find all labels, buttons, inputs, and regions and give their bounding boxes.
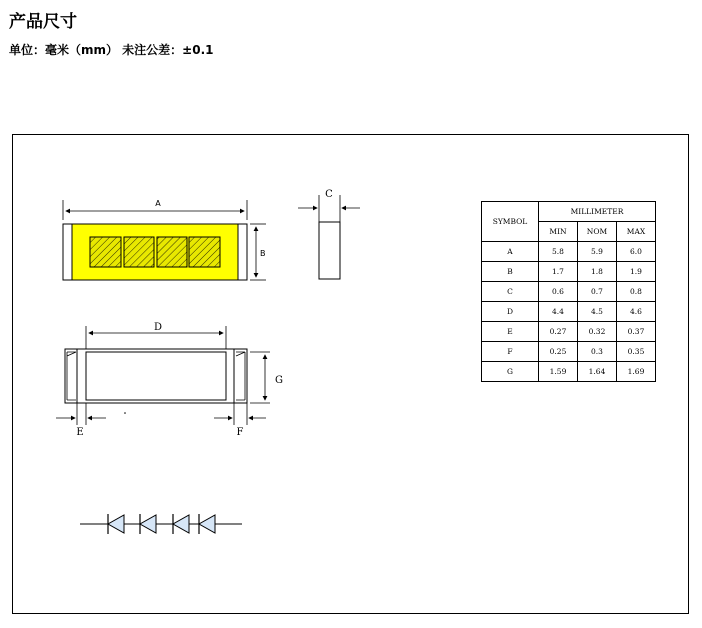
row-max: 0.35 [617, 342, 656, 362]
table-row [482, 262, 656, 282]
row-nom: 0.32 [578, 322, 617, 342]
row-max: 1.9 [617, 262, 656, 282]
diode-icon [199, 514, 215, 534]
table-row [482, 242, 656, 262]
table-header-symbol: SYMBOL [482, 202, 539, 242]
table-header-max: MAX [617, 222, 656, 242]
row-symbol: A [482, 242, 539, 262]
dim-b-label: B [260, 249, 266, 258]
table-row [482, 362, 656, 382]
dim-d-label: D [153, 322, 163, 333]
row-symbol: D [482, 302, 539, 322]
diode-icon [108, 514, 124, 534]
row-nom: 4.5 [578, 302, 617, 322]
table-row [482, 282, 656, 302]
table-row [482, 322, 656, 342]
diode-icon [173, 514, 189, 534]
table-header-millimeter: MILLIMETER [539, 202, 656, 222]
dim-g-label: G [275, 375, 283, 386]
page-title: 产品尺寸 [9, 12, 77, 32]
table-header-min: MIN [539, 222, 578, 242]
bottom-view [56, 322, 283, 438]
row-nom: 1.8 [578, 262, 617, 282]
row-min: 0.6 [539, 282, 578, 302]
row-min: 1.59 [539, 362, 578, 382]
row-symbol: G [482, 362, 539, 382]
row-max: 0.37 [617, 322, 656, 342]
row-nom: 0.7 [578, 282, 617, 302]
table-header-nom: NOM [578, 222, 617, 242]
side-view [298, 189, 360, 279]
package-side [319, 222, 340, 279]
row-symbol: B [482, 262, 539, 282]
row-min: 5.8 [539, 242, 578, 262]
row-symbol: E [482, 322, 539, 342]
row-max: 0.8 [617, 282, 656, 302]
row-max: 6.0 [617, 242, 656, 262]
units-tolerance-note: 单位：毫米（mm） 未注公差：±0.1 [9, 43, 214, 57]
row-max: 4.6 [617, 302, 656, 322]
row-symbol: F [482, 342, 539, 362]
row-max: 1.69 [617, 362, 656, 382]
row-min: 0.25 [539, 342, 578, 362]
dim-f-label: F [236, 427, 244, 438]
row-min: 1.7 [539, 262, 578, 282]
left-electrode [63, 224, 72, 280]
dim-a-label: A [155, 199, 161, 208]
row-nom: 0.3 [578, 342, 617, 362]
bottom-center-pad [86, 352, 226, 400]
right-electrode [238, 224, 247, 280]
diode-circuit [80, 514, 242, 534]
row-symbol: C [482, 282, 539, 302]
dimension-table [481, 201, 656, 382]
row-nom: 5.9 [578, 242, 617, 262]
table-row [482, 342, 656, 362]
diode-icon [140, 514, 156, 534]
top-view [63, 199, 266, 280]
dim-c-label: C [325, 189, 333, 200]
row-min: 4.4 [539, 302, 578, 322]
dim-e-label: E [76, 427, 84, 438]
table-row [482, 302, 656, 322]
row-min: 0.27 [539, 322, 578, 342]
row-nom: 1.64 [578, 362, 617, 382]
